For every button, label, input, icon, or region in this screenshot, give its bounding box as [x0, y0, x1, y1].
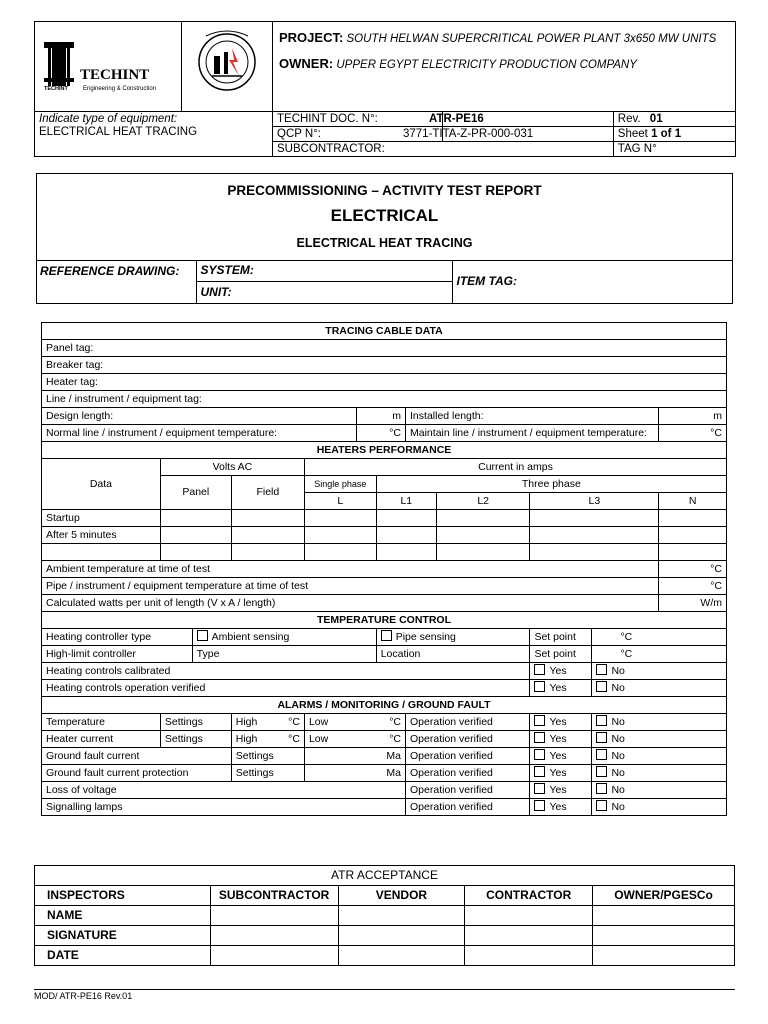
current-yes-checkbox[interactable]	[534, 732, 545, 743]
panel-tag-field[interactable]: Panel tag:	[42, 340, 727, 357]
report-title: PRECOMMISSIONING – ACTIVITY TEST REPORT	[227, 183, 542, 198]
lamps-no-checkbox[interactable]	[596, 800, 607, 811]
normal-temp-field[interactable]: Normal line / instrument / equipment temperature:	[42, 425, 357, 442]
calibrated-no-option[interactable]	[592, 663, 727, 680]
no-label: No	[611, 682, 625, 695]
low-label[interactable]	[304, 731, 405, 748]
gf-no-option[interactable]	[592, 748, 727, 765]
current-amps-header: Current in amps	[304, 459, 726, 476]
calibrated-no-checkbox[interactable]	[596, 664, 607, 675]
sheet-label: Sheet	[617, 127, 648, 140]
settings-label: Settings	[231, 748, 304, 765]
seal-icon	[182, 22, 272, 107]
acceptance-heading: ATR ACCEPTANCE	[35, 866, 735, 886]
high-label[interactable]	[231, 731, 304, 748]
temp-yes-checkbox[interactable]	[534, 715, 545, 726]
type-field[interactable]: Type	[192, 646, 376, 663]
lov-no-checkbox[interactable]	[596, 783, 607, 794]
phase-l-header: L	[304, 493, 376, 510]
extra-l3-cell[interactable]	[530, 544, 659, 561]
low-unit: °C	[389, 715, 402, 728]
verified-no-option[interactable]	[592, 680, 727, 697]
system-label: SYSTEM:	[200, 263, 254, 278]
after5-l2-cell[interactable]	[436, 527, 530, 544]
no-label: No	[611, 801, 625, 814]
report-title-block	[36, 173, 733, 304]
pipe-sensing-label: Pipe sensing	[395, 631, 456, 644]
alarms-heading: ALARMS / MONITORING / GROUND FAULT	[42, 697, 727, 714]
pipe-sensing-option[interactable]	[376, 629, 530, 646]
yes-label: Yes	[549, 750, 567, 763]
company-tagline: Engineering & Construction	[83, 86, 157, 92]
yes-label: Yes	[549, 665, 567, 678]
ambient-sensing-label: Ambient sensing	[211, 631, 290, 644]
date-vendor-cell[interactable]	[338, 946, 465, 966]
ambient-temperature-field[interactable]: Ambient temperature at time of test	[42, 561, 659, 578]
pipe-temperature-field[interactable]: Pipe / instrument / equipment temperature at time of test	[42, 578, 659, 595]
temp-no-checkbox[interactable]	[596, 715, 607, 726]
low-label[interactable]	[304, 714, 405, 731]
name-contractor-cell[interactable]	[465, 906, 593, 926]
date-contractor-cell[interactable]	[465, 946, 593, 966]
contractor-header: CONTRACTOR	[465, 886, 593, 906]
settings-label: Settings	[160, 731, 231, 748]
operation-verified-label: Operation verified	[406, 748, 530, 765]
high-limit-set-point-label: Set point	[530, 646, 592, 663]
current-no-checkbox[interactable]	[596, 732, 607, 743]
phase-n-header: N	[659, 493, 727, 510]
rev-label: Rev.	[617, 112, 641, 125]
controller-type-label: Heating controller type	[42, 629, 193, 646]
ambient-sensing-checkbox[interactable]	[197, 630, 208, 641]
temp-no-option[interactable]	[592, 714, 727, 731]
tracing-cable-heading: TRACING CABLE DATA	[42, 323, 727, 340]
loss-of-voltage-label: Loss of voltage	[42, 782, 406, 799]
lamps-no-option[interactable]	[592, 799, 727, 816]
gf-yes-option[interactable]	[530, 748, 592, 765]
phase-l3-header: L3	[530, 493, 659, 510]
project-label: PROJECT:	[279, 30, 344, 45]
volts-ac-header: Volts AC	[160, 459, 304, 476]
svg-text:TECHINT: TECHINT	[44, 86, 68, 92]
owner-seal	[182, 22, 273, 112]
qcp-value: 3771-TITA-Z-PR-000-031	[403, 127, 534, 140]
high-unit: °C	[288, 715, 300, 728]
name-row-label: NAME	[35, 906, 211, 926]
pipe-sensing-checkbox[interactable]	[381, 630, 392, 641]
document-header	[34, 21, 736, 157]
unit-label: UNIT:	[200, 284, 232, 299]
high-unit: °C	[288, 732, 300, 745]
signature-vendor-cell[interactable]	[338, 926, 465, 946]
yes-label: Yes	[549, 733, 567, 746]
extra-panel-cell[interactable]	[160, 544, 231, 561]
report-subject: ELECTRICAL HEAT TRACING	[296, 236, 473, 250]
low-text: Low	[308, 715, 329, 728]
maintain-temp-field[interactable]: Maintain line / instrument / equipment temperature:	[406, 425, 659, 442]
company-name: TECHINT	[80, 67, 150, 83]
lov-no-option[interactable]	[592, 782, 727, 799]
operation-verified-label: Operation verified	[406, 782, 530, 799]
high-limit-set-point-unit[interactable]: °C	[592, 646, 727, 663]
yes-label: Yes	[549, 801, 567, 814]
startup-l-cell[interactable]	[304, 510, 376, 527]
operation-verified-label: Operation verified	[406, 714, 530, 731]
current-no-option[interactable]	[592, 731, 727, 748]
after5-l1-cell[interactable]	[376, 527, 436, 544]
extra-row-label-cell[interactable]	[42, 544, 161, 561]
verified-yes-checkbox[interactable]	[534, 681, 545, 692]
footer-code: MOD/ ATR-PE16 Rev.01	[34, 991, 133, 1001]
calculated-watts-unit: W/m	[659, 595, 727, 612]
verified-yes-option[interactable]	[530, 680, 592, 697]
pipe-temperature-unit: °C	[659, 578, 727, 595]
doc-number-label: TECHINT DOC. N°:	[277, 112, 378, 125]
name-vendor-cell[interactable]	[338, 906, 465, 926]
techint-logo	[35, 22, 182, 112]
lov-yes-checkbox[interactable]	[534, 783, 545, 794]
vendor-header: VENDOR	[338, 886, 465, 906]
techint-logo-mark	[35, 22, 181, 107]
extra-l2-cell[interactable]	[436, 544, 530, 561]
signature-owner-cell[interactable]	[593, 926, 735, 946]
ground-fault-protection-label: Ground fault current protection	[42, 765, 232, 782]
calibrated-label: Heating controls calibrated	[42, 663, 530, 680]
subcontractor-label: SUBCONTRACTOR:	[277, 142, 385, 155]
extra-n-cell[interactable]	[659, 544, 727, 561]
extra-l1-cell[interactable]	[376, 544, 436, 561]
normal-temp-unit: °C	[356, 425, 405, 442]
calibrated-yes-checkbox[interactable]	[534, 664, 545, 675]
extra-field-cell[interactable]	[231, 544, 304, 561]
date-subcontractor-cell[interactable]	[210, 946, 338, 966]
calibrated-yes-option[interactable]	[530, 663, 592, 680]
settings-label: Settings	[231, 765, 304, 782]
startup-l2-cell[interactable]	[436, 510, 530, 527]
settings-label: Settings	[160, 714, 231, 731]
yes-label: Yes	[549, 784, 567, 797]
name-owner-cell[interactable]	[593, 906, 735, 926]
field-header: Field	[231, 476, 304, 510]
location-field[interactable]: Location	[376, 646, 530, 663]
single-phase-header: Single phase	[304, 476, 376, 493]
no-label: No	[611, 750, 625, 763]
ma-unit[interactable]: Ma	[304, 748, 405, 765]
design-length-unit: m	[356, 408, 405, 425]
high-text: High	[235, 732, 258, 745]
no-label: No	[611, 784, 625, 797]
set-point-label: Set point	[530, 629, 592, 646]
date-owner-cell[interactable]	[593, 946, 735, 966]
design-length-field[interactable]: Design length:	[42, 408, 357, 425]
installed-length-field[interactable]: Installed length:	[406, 408, 659, 425]
signature-subcontractor-cell[interactable]	[210, 926, 338, 946]
three-phase-header: Three phase	[376, 476, 726, 493]
no-label: No	[611, 665, 625, 678]
no-label: No	[611, 716, 625, 729]
doc-number-value: ATR-PE16	[429, 112, 484, 125]
project-value: SOUTH HELWAN SUPERCRITICAL POWER PLANT 3x650 MW UNITS	[346, 33, 717, 45]
gfp-no-option[interactable]	[592, 765, 727, 782]
lov-yes-option[interactable]	[530, 782, 592, 799]
extra-l-cell[interactable]	[304, 544, 376, 561]
high-label[interactable]	[231, 714, 304, 731]
equipment-type-label: Indicate type of equipment:	[39, 113, 178, 126]
yes-label: Yes	[549, 682, 567, 695]
set-point-unit[interactable]: °C	[592, 629, 727, 646]
qcp-label: QCP N°:	[277, 127, 322, 140]
name-subcontractor-cell[interactable]	[210, 906, 338, 926]
startup-n-cell[interactable]	[659, 510, 727, 527]
startup-field-cell[interactable]	[231, 510, 304, 527]
footer-rule	[34, 989, 735, 990]
ma-unit[interactable]: Ma	[304, 765, 405, 782]
yes-label: Yes	[549, 767, 567, 780]
startup-l3-cell[interactable]	[530, 510, 659, 527]
panel-header: Panel	[160, 476, 231, 510]
temp-yes-option[interactable]	[530, 714, 592, 731]
after5-panel-cell[interactable]	[160, 527, 231, 544]
heater-tag-field[interactable]: Heater tag:	[42, 374, 727, 391]
signature-contractor-cell[interactable]	[465, 926, 593, 946]
operation-verified-label: Operation verified	[406, 799, 530, 816]
after5-n-cell[interactable]	[659, 527, 727, 544]
current-yes-option[interactable]	[530, 731, 592, 748]
ground-fault-current-label: Ground fault current	[42, 748, 232, 765]
data-column-header: Data	[42, 459, 161, 510]
after5-l3-cell[interactable]	[530, 527, 659, 544]
report-discipline: ELECTRICAL	[330, 206, 439, 225]
operation-verified-label: Heating controls operation verified	[42, 680, 530, 697]
rev-value: 01	[649, 112, 663, 125]
atr-acceptance-table	[34, 865, 735, 966]
lamps-yes-option[interactable]	[530, 799, 592, 816]
maintain-temp-unit: °C	[659, 425, 727, 442]
subcontractor-header: SUBCONTRACTOR	[210, 886, 338, 906]
high-text: High	[235, 715, 258, 728]
inspectors-header: INSPECTORS	[35, 886, 211, 906]
equipment-type-value: ELECTRICAL HEAT TRACING	[39, 126, 198, 139]
ambient-temperature-unit: °C	[659, 561, 727, 578]
reference-drawing-label: REFERENCE DRAWING:	[40, 264, 180, 278]
startup-panel-cell[interactable]	[160, 510, 231, 527]
gfp-yes-checkbox[interactable]	[534, 766, 545, 777]
phase-l2-header: L2	[436, 493, 530, 510]
heaters-performance-heading: HEATERS PERFORMANCE	[42, 442, 727, 459]
item-tag-label: ITEM TAG:	[456, 274, 517, 289]
startup-row-label: Startup	[42, 510, 161, 527]
installed-length-unit: m	[659, 408, 727, 425]
temperature-control-heading: TEMPERATURE CONTROL	[42, 612, 727, 629]
after-5-minutes-row-label: After 5 minutes	[42, 527, 161, 544]
owner-value: UPPER EGYPT ELECTRICITY PRODUCTION COMPANY	[336, 58, 637, 71]
phase-l1-header: L1	[376, 493, 436, 510]
operation-verified-label: Operation verified	[406, 731, 530, 748]
temperature-alarm-label: Temperature	[42, 714, 161, 731]
gfp-yes-option[interactable]	[530, 765, 592, 782]
signalling-lamps-label: Signalling lamps	[42, 799, 406, 816]
startup-l1-cell[interactable]	[376, 510, 436, 527]
ambient-sensing-option[interactable]	[192, 629, 376, 646]
lamps-yes-checkbox[interactable]	[534, 800, 545, 811]
signature-row-label: SIGNATURE	[35, 926, 211, 946]
yes-label: Yes	[549, 716, 567, 729]
gf-no-checkbox[interactable]	[596, 749, 607, 760]
gfp-no-checkbox[interactable]	[596, 766, 607, 777]
test-data-table	[41, 322, 727, 816]
heater-current-label: Heater current	[42, 731, 161, 748]
date-row-label: DATE	[35, 946, 211, 966]
tag-number-label: TAG N°	[617, 142, 657, 155]
high-limit-label: High-limit controller	[42, 646, 193, 663]
reference-table	[36, 260, 733, 304]
sheet-value: 1 of 1	[651, 127, 682, 140]
line-tag-field[interactable]: Line / instrument / equipment tag:	[42, 391, 727, 408]
calculated-watts-field[interactable]: Calculated watts per unit of length (V x A / length)	[42, 595, 659, 612]
no-label: No	[611, 733, 625, 746]
no-label: No	[611, 767, 625, 780]
low-unit: °C	[389, 732, 402, 745]
after5-l-cell[interactable]	[304, 527, 376, 544]
low-text: Low	[308, 732, 329, 745]
verified-no-checkbox[interactable]	[596, 681, 607, 692]
after5-field-cell[interactable]	[231, 527, 304, 544]
owner-label: OWNER:	[279, 55, 334, 71]
gf-yes-checkbox[interactable]	[534, 749, 545, 760]
owner-header: OWNER/PGESCo	[593, 886, 735, 906]
operation-verified-label: Operation verified	[406, 765, 530, 782]
breaker-tag-field[interactable]: Breaker tag:	[42, 357, 727, 374]
